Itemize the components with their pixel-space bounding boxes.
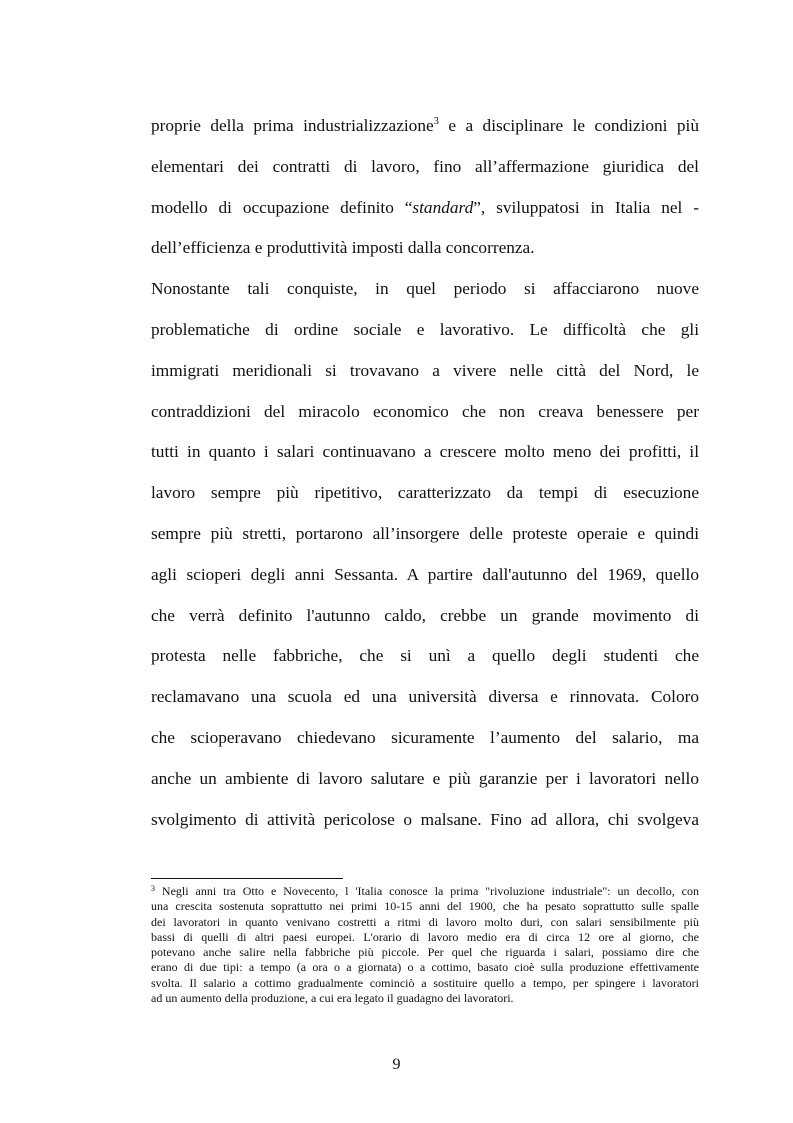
footnote-line: dei lavoratori in quanto venivano costretti a ritmi di lavoro molto duri, con salari sensibilmente più bbox=[151, 914, 699, 929]
text-line: protesta nelle fabbriche, che si unì a quello degli studenti che bbox=[151, 646, 699, 666]
text-span: e a disciplinare le condizioni più bbox=[438, 116, 699, 135]
text-line: elementari dei contratti di lavoro, fino all’affermazione giuridica del bbox=[151, 156, 699, 176]
text-line: che scioperavano chiedevano sicuramente l’aumento del salario, ma bbox=[151, 727, 699, 747]
text-span: modello di occupazione definito “ bbox=[151, 197, 413, 217]
page-number: 9 bbox=[392, 1056, 401, 1073]
text-line: svolgimento di attività pericolose o malsane. Fino ad allora, chi svolgeva bbox=[151, 809, 699, 829]
footnote-line: una crescita sostenuta soprattutto nei primi 10-15 anni del 1900, che ha pesato soprattutto sulle spalle bbox=[151, 899, 699, 914]
footnote-line: svolta. Il salario a cottimo gradualmente cominciò a sostituire quello a tempo, per spingere i lavoratori bbox=[151, 975, 699, 990]
text-line: agli scioperi degli anni Sessanta. A partire dall'autunno del 1969, quello bbox=[151, 564, 699, 584]
footnote-divider bbox=[151, 878, 343, 879]
footnote-line: potevano anche salire nella fabbriche più piccole. Per quel che riguarda i salari, possiamo dire che bbox=[151, 945, 699, 960]
text-line: anche un ambiente di lavoro salutare e più garanzie per i lavoratori nello bbox=[151, 768, 699, 788]
footnote-line: ad un aumento della produzione, a cui era legato il guadagno dei lavoratori. bbox=[151, 991, 514, 1006]
text-line: immigrati meridionali si trovavano a vivere nelle città del Nord, le bbox=[151, 360, 699, 380]
footnote-line bbox=[151, 884, 699, 899]
body-text bbox=[151, 106, 699, 840]
text-line: dell’efficienza e produttività imposti dalla concorrenza. bbox=[151, 238, 535, 258]
text-line: lavoro sempre più ripetitivo, caratterizzato da tempi di esecuzione bbox=[151, 483, 699, 503]
text-line: reclamavano una scuola ed una università diversa e rinnovata. Coloro bbox=[151, 687, 699, 707]
text-line: sempre più stretti, portarono all’insorgere delle proteste operaie e quindi bbox=[151, 523, 699, 543]
footnote-marker: 3 bbox=[151, 884, 155, 893]
text-line: che verrà definito l'autunno caldo, crebbe un grande movimento di bbox=[151, 605, 699, 625]
footnote bbox=[151, 884, 699, 1006]
text-line: problematiche di ordine sociale e lavorativo. Le difficoltà che gli bbox=[151, 319, 699, 339]
italic-term: standard bbox=[412, 197, 474, 217]
text-line: Nonostante tali conquiste, in quel periodo si affacciarono nuove bbox=[151, 279, 699, 299]
footnote-line: bassi di quelli di altri paesi europei. L'orario di lavoro medio era di circa 12 ore al giorno, che bbox=[151, 929, 699, 944]
text-line bbox=[151, 106, 699, 147]
text-span: Negli anni tra Otto e Novecento, l 'Italia conosce la prima "rivoluzione industriale": un decollo, con bbox=[155, 884, 699, 898]
text-line bbox=[151, 188, 699, 229]
footnote-reference[interactable]: 3 bbox=[433, 116, 439, 127]
text-span: ”, sviluppatosi in Italia nel - bbox=[473, 197, 699, 217]
text-span: proprie della prima industrializzazione bbox=[151, 116, 434, 135]
text-line: tutti in quanto i salari continuavano a crescere molto meno dei profitti, il bbox=[151, 442, 699, 462]
footnote-line: erano di due tipi: a tempo (a ora o a giornata) o a cottimo, basato cioè sulla produzione effettivamente bbox=[151, 960, 699, 975]
text-line: contraddizioni del miracolo economico che non creava benessere per bbox=[151, 401, 699, 421]
